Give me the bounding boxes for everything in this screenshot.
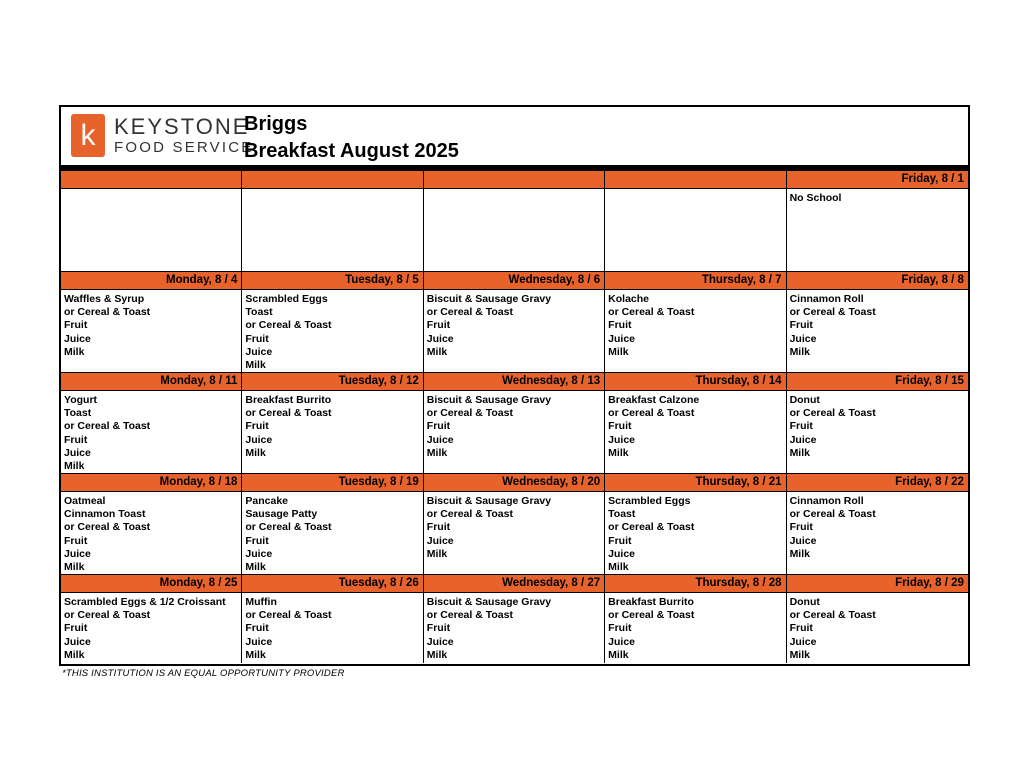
menu-item: Fruit bbox=[789, 420, 813, 433]
menu-item: Milk bbox=[426, 446, 448, 459]
day-cell bbox=[61, 372, 242, 473]
day-menu bbox=[61, 391, 241, 473]
menu-item: Fruit bbox=[64, 534, 88, 547]
menu-item: Pancake bbox=[245, 495, 289, 507]
menu-item: or Cereal & Toast bbox=[426, 508, 513, 521]
day-menu bbox=[787, 290, 968, 372]
day-header bbox=[61, 170, 241, 189]
day-menu bbox=[605, 189, 785, 271]
menu-item: Juice bbox=[608, 332, 636, 345]
day-menu bbox=[787, 593, 968, 663]
menu-item: Juice bbox=[789, 332, 817, 345]
menu-item: Milk bbox=[608, 648, 629, 661]
menu-item: Fruit bbox=[245, 332, 269, 345]
menu-item: or Cereal & Toast bbox=[245, 319, 332, 332]
menu-item: Fruit bbox=[245, 622, 269, 635]
menu-item: Juice bbox=[245, 433, 273, 446]
day-cell bbox=[424, 271, 605, 372]
day-header: Monday, 8 / 18 bbox=[61, 473, 241, 492]
menu-item: Donut bbox=[789, 596, 820, 608]
menu-item: or Cereal & Toast bbox=[245, 407, 332, 420]
menu-item: Fruit bbox=[789, 622, 813, 635]
menu-item: Juice bbox=[64, 635, 91, 648]
menu-item: Breakfast Burrito bbox=[245, 394, 332, 406]
menu-item: Juice bbox=[608, 547, 636, 560]
menu-item: or Cereal & Toast bbox=[426, 306, 513, 319]
day-cell bbox=[787, 473, 968, 574]
menu-item: Milk bbox=[608, 561, 629, 574]
day-header: Tuesday, 8 / 12 bbox=[242, 372, 422, 391]
day-header: Thursday, 8 / 7 bbox=[605, 271, 785, 290]
week-row bbox=[61, 473, 968, 574]
menu-item: or Cereal & Toast bbox=[608, 521, 695, 534]
menu-item: Milk bbox=[789, 648, 810, 661]
day-header: Wednesday, 8 / 13 bbox=[424, 372, 604, 391]
menu-item: Milk bbox=[245, 648, 266, 661]
menu-item: Juice bbox=[64, 446, 91, 459]
menu-item: Milk bbox=[245, 359, 266, 372]
menu-item: Fruit bbox=[64, 433, 88, 446]
menu-calendar bbox=[61, 170, 968, 663]
menu-item: Biscuit & Sausage Gravy bbox=[426, 495, 552, 507]
menu-item: or Cereal & Toast bbox=[608, 306, 695, 319]
menu-item: or Cereal & Toast bbox=[789, 306, 876, 319]
day-menu bbox=[424, 391, 604, 473]
menu-item: Juice bbox=[245, 635, 273, 648]
day-header: Monday, 8 / 4 bbox=[61, 271, 241, 290]
day-menu bbox=[424, 593, 604, 663]
menu-item: or Cereal & Toast bbox=[789, 609, 876, 622]
day-header: Thursday, 8 / 28 bbox=[605, 574, 785, 593]
day-cell bbox=[242, 170, 423, 271]
day-cell bbox=[242, 271, 423, 372]
menu-item: Fruit bbox=[245, 420, 269, 433]
menu-item: Biscuit & Sausage Gravy bbox=[426, 596, 552, 608]
day-header bbox=[605, 170, 785, 189]
menu-item: or Cereal & Toast bbox=[608, 609, 695, 622]
day-menu bbox=[787, 492, 968, 574]
day-menu bbox=[242, 391, 422, 473]
menu-item: Fruit bbox=[789, 521, 813, 534]
day-menu bbox=[61, 593, 241, 663]
menu-item: Fruit bbox=[426, 319, 451, 332]
day-menu bbox=[605, 391, 785, 473]
day-header: Wednesday, 8 / 6 bbox=[424, 271, 604, 290]
menu-item: No School bbox=[789, 192, 842, 204]
day-cell bbox=[242, 372, 423, 473]
menu-item: or Cereal & Toast bbox=[426, 609, 513, 622]
menu-item: Milk bbox=[245, 561, 266, 574]
menu-item: Yogurt bbox=[64, 394, 98, 406]
day-menu bbox=[242, 189, 422, 271]
day-cell bbox=[787, 271, 968, 372]
logo-letter: k bbox=[80, 119, 96, 152]
menu-item: Cinnamon Roll bbox=[789, 495, 864, 507]
day-cell bbox=[61, 170, 242, 271]
menu-item: Juice bbox=[245, 345, 273, 358]
menu-item: Muffin bbox=[245, 596, 277, 608]
menu-title: Breakfast August 2025 bbox=[244, 140, 459, 162]
day-header: Wednesday, 8 / 27 bbox=[424, 574, 604, 593]
day-cell bbox=[61, 574, 242, 663]
day-header: Friday, 8 / 8 bbox=[787, 271, 968, 290]
menu-item: or Cereal & Toast bbox=[789, 407, 876, 420]
day-menu bbox=[605, 290, 785, 372]
menu-item: Milk bbox=[64, 561, 85, 574]
menu-item: Toast bbox=[608, 508, 636, 521]
menu-item: Cinnamon Toast bbox=[64, 508, 146, 521]
day-header bbox=[242, 170, 422, 189]
menu-item: Milk bbox=[789, 547, 810, 560]
menu-item: Juice bbox=[426, 635, 454, 648]
day-menu bbox=[61, 189, 241, 271]
day-cell bbox=[61, 473, 242, 574]
menu-item: Breakfast Burrito bbox=[608, 596, 694, 608]
menu-item: or Cereal & Toast bbox=[245, 521, 332, 534]
menu-item: Fruit bbox=[426, 420, 451, 433]
menu-item: or Cereal & Toast bbox=[64, 306, 151, 319]
menu-item: Juice bbox=[426, 534, 454, 547]
menu-item: Juice bbox=[426, 433, 454, 446]
day-cell bbox=[242, 473, 423, 574]
menu-item: Milk bbox=[789, 345, 810, 358]
day-menu bbox=[787, 391, 968, 473]
menu-item: Donut bbox=[789, 394, 820, 406]
menu-item: Juice bbox=[608, 635, 636, 648]
day-menu bbox=[242, 492, 422, 574]
menu-item: Cinnamon Roll bbox=[789, 293, 864, 305]
day-header: Friday, 8 / 1 bbox=[787, 170, 968, 189]
menu-item: Milk bbox=[64, 648, 85, 661]
menu-item: Fruit bbox=[64, 319, 88, 332]
menu-item: Juice bbox=[245, 547, 273, 560]
day-menu bbox=[605, 492, 785, 574]
day-header: Tuesday, 8 / 26 bbox=[242, 574, 422, 593]
day-header: Tuesday, 8 / 5 bbox=[242, 271, 422, 290]
day-header: Monday, 8 / 11 bbox=[61, 372, 241, 391]
day-header: Thursday, 8 / 21 bbox=[605, 473, 785, 492]
menu-item: Biscuit & Sausage Gravy bbox=[426, 394, 552, 406]
menu-item: or Cereal & Toast bbox=[64, 420, 151, 433]
menu-item: Biscuit & Sausage Gravy bbox=[426, 293, 552, 305]
menu-item: or Cereal & Toast bbox=[789, 508, 876, 521]
menu-item: Fruit bbox=[426, 521, 451, 534]
day-cell bbox=[424, 473, 605, 574]
menu-item: Milk bbox=[426, 345, 448, 358]
menu-item: Fruit bbox=[608, 622, 632, 635]
menu-item: Milk bbox=[245, 446, 266, 459]
menu-item: Milk bbox=[64, 345, 85, 358]
week-row bbox=[61, 170, 968, 271]
day-cell bbox=[605, 372, 786, 473]
menu-item: Waffles & Syrup bbox=[64, 293, 145, 305]
menu-item: Juice bbox=[789, 635, 817, 648]
day-cell bbox=[787, 170, 968, 271]
menu-item: Juice bbox=[64, 332, 91, 345]
menu-item: Milk bbox=[789, 446, 810, 459]
day-header: Friday, 8 / 15 bbox=[787, 372, 968, 391]
menu-item: Toast bbox=[64, 407, 92, 420]
menu-item: Fruit bbox=[64, 622, 88, 635]
day-header bbox=[424, 170, 604, 189]
keystone-logo-icon bbox=[71, 114, 105, 157]
menu-item: Fruit bbox=[608, 420, 632, 433]
menu-item: Juice bbox=[64, 547, 91, 560]
menu-item: Kolache bbox=[608, 293, 650, 305]
day-menu bbox=[242, 593, 422, 663]
week-row bbox=[61, 271, 968, 372]
day-menu bbox=[424, 492, 604, 574]
menu-item: Scrambled Eggs bbox=[245, 293, 328, 305]
equal-opportunity-footnote: *THIS INSTITUTION IS AN EQUAL OPPORTUNITY PROVIDER bbox=[62, 668, 345, 679]
menu-item: Sausage Patty bbox=[245, 508, 318, 521]
menu-item: Milk bbox=[64, 460, 85, 473]
day-cell bbox=[61, 271, 242, 372]
day-cell bbox=[605, 574, 786, 663]
day-cell bbox=[605, 170, 786, 271]
menu-item: Milk bbox=[608, 345, 629, 358]
day-menu bbox=[787, 189, 968, 271]
menu-item: Fruit bbox=[245, 534, 269, 547]
menu-item: Juice bbox=[789, 433, 817, 446]
day-header: Friday, 8 / 29 bbox=[787, 574, 968, 593]
day-cell bbox=[605, 473, 786, 574]
week-row bbox=[61, 372, 968, 473]
menu-item: Breakfast Calzone bbox=[608, 394, 700, 406]
school-name: Briggs bbox=[244, 113, 308, 135]
day-header: Wednesday, 8 / 20 bbox=[424, 473, 604, 492]
day-menu bbox=[61, 290, 241, 372]
day-header: Friday, 8 / 22 bbox=[787, 473, 968, 492]
menu-item: Scrambled Eggs & 1/2 Croissant bbox=[64, 596, 226, 608]
day-menu bbox=[605, 593, 785, 663]
day-header: Thursday, 8 / 14 bbox=[605, 372, 785, 391]
menu-item: or Cereal & Toast bbox=[64, 609, 151, 622]
day-cell bbox=[787, 372, 968, 473]
day-menu bbox=[424, 290, 604, 372]
menu-item: or Cereal & Toast bbox=[64, 521, 151, 534]
day-cell bbox=[787, 574, 968, 663]
brand-name: KEYSTONE bbox=[114, 114, 250, 139]
menu-item: or Cereal & Toast bbox=[426, 407, 513, 420]
menu-item: Milk bbox=[426, 547, 448, 560]
menu-item: Fruit bbox=[608, 534, 632, 547]
menu-item: Oatmeal bbox=[64, 495, 106, 507]
day-header: Tuesday, 8 / 19 bbox=[242, 473, 422, 492]
menu-sheet bbox=[59, 105, 970, 666]
menu-item: Milk bbox=[608, 446, 629, 459]
menu-item: Fruit bbox=[608, 319, 632, 332]
menu-item: or Cereal & Toast bbox=[608, 407, 695, 420]
day-cell bbox=[605, 271, 786, 372]
menu-item: Juice bbox=[789, 534, 817, 547]
menu-item: or Cereal & Toast bbox=[245, 609, 332, 622]
menu-item: Milk bbox=[426, 648, 448, 661]
menu-item: Toast bbox=[245, 306, 273, 319]
menu-item: Fruit bbox=[426, 622, 451, 635]
day-menu bbox=[242, 290, 422, 372]
menu-item: Fruit bbox=[789, 319, 813, 332]
brand-subtitle: FOOD SERVICE bbox=[114, 139, 254, 156]
day-cell bbox=[424, 372, 605, 473]
menu-item: Juice bbox=[608, 433, 636, 446]
day-header: Monday, 8 / 25 bbox=[61, 574, 241, 593]
day-cell bbox=[424, 170, 605, 271]
week-row bbox=[61, 574, 968, 663]
menu-item: Juice bbox=[426, 332, 454, 345]
day-menu bbox=[61, 492, 241, 574]
menu-header bbox=[61, 107, 968, 165]
day-cell bbox=[242, 574, 423, 663]
day-cell bbox=[424, 574, 605, 663]
menu-item: Scrambled Eggs bbox=[608, 495, 691, 507]
day-menu bbox=[424, 189, 604, 271]
